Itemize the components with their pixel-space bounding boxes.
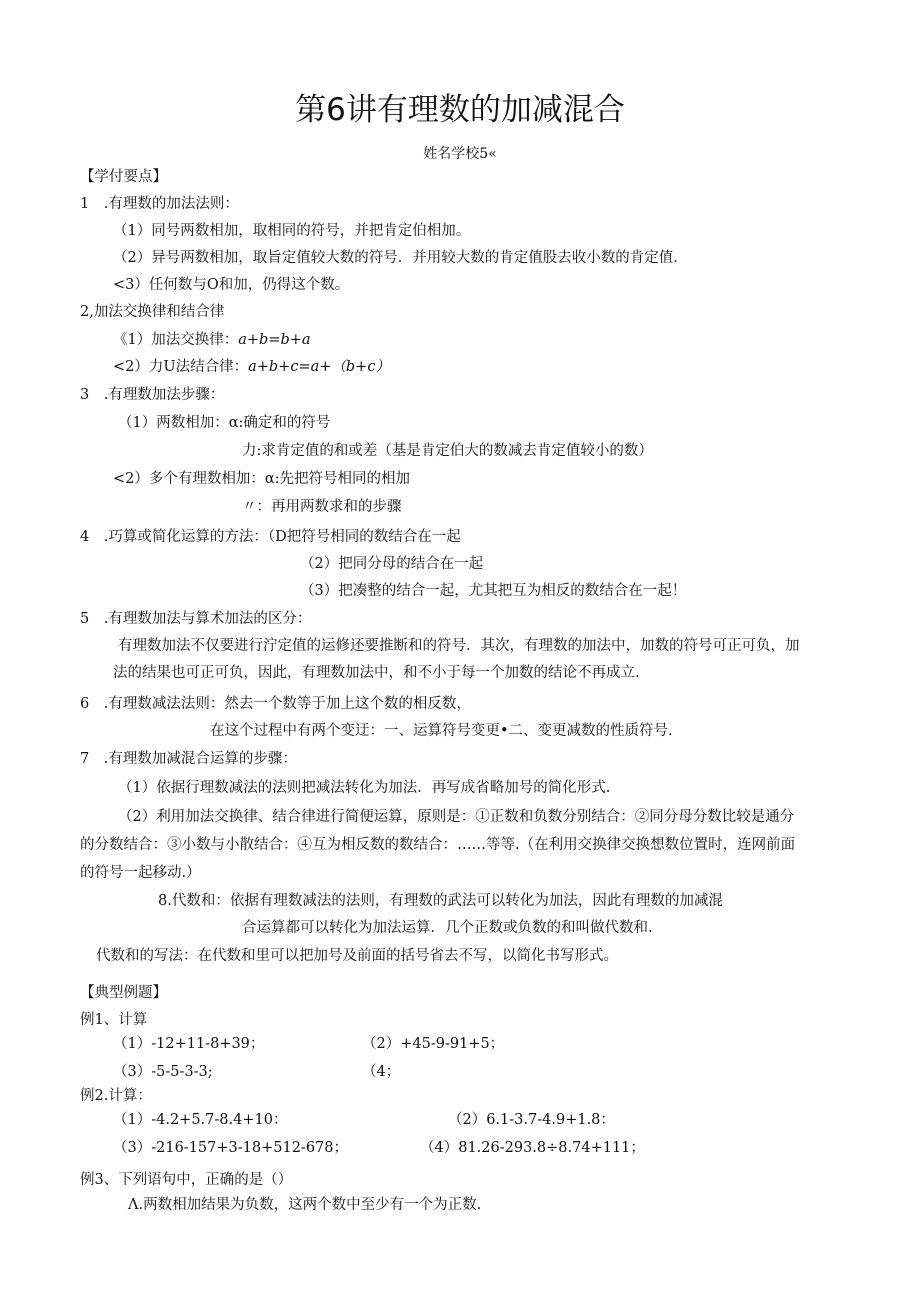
example-1-title: 例1、计算 bbox=[80, 1012, 148, 1028]
point-4-heading: 4 .巧算或简化运算的方法：（D把符号相同的数结合在一起 bbox=[80, 529, 461, 545]
point-3-step-1b: 力:求肯定值的和或差（基是肯定伯大的数减去肯定值较小的数） bbox=[242, 443, 653, 459]
commutative-label: 《1）加法交换律： bbox=[113, 332, 239, 348]
point-1-rule-3: <3）任何数与O和加，仍得这个数。 bbox=[113, 277, 350, 293]
point-4-method-2: （2）把同分母的结合在一起 bbox=[300, 556, 484, 572]
point-8-line-2: 合运算都可以转化为加法运算．几个正数或负数的和叫做代数和. bbox=[242, 920, 653, 936]
student-info: 姓名学校5« bbox=[423, 146, 497, 162]
point-4-method-3: （3）把凑整的结合一起，尤其把互为相反的数结合在一起！ bbox=[300, 583, 687, 599]
example-2-item-2: （2）6.1-3.7-4.9+1.8： bbox=[448, 1112, 615, 1128]
example-3-title: 例3、下列语句中，正确的是（） bbox=[80, 1172, 293, 1188]
commutative-formula: a+b=b+a bbox=[238, 332, 311, 348]
section-header-examples: 【典型例题】 bbox=[80, 985, 167, 1001]
point-8-line-3: 代数和的写法：在代数和里可以把加号及前面的括号省去不写，以简化书写形式。 bbox=[96, 948, 618, 964]
example-1-item-2: （2）+45-9-91+5； bbox=[362, 1036, 505, 1052]
point-5-paragraph-line-2: 法的结果也可正可负，因此，有理数加法中，和不小于每一个加数的结论不再成立. bbox=[113, 665, 640, 681]
example-1-item-3: （3）-5-5-3-3; bbox=[113, 1064, 213, 1080]
point-3-step-2: <2）多个有理数相加：α:先把符号相同的相加 bbox=[113, 471, 411, 487]
associative-label: <2）力U法结合律： bbox=[113, 359, 249, 375]
page-title: 第6讲有理数的加减混合 bbox=[295, 92, 625, 128]
point-1-heading: 1 .有理数的加法法则： bbox=[80, 196, 239, 212]
example-1-item-4: （4； bbox=[362, 1064, 401, 1080]
section-header-key-points: 【学付要点】 bbox=[80, 169, 167, 185]
point-5-heading: 5 .有理数加法与算术加法的区分： bbox=[80, 611, 312, 627]
point-1-rule-1: （1）同号两数相加，取相同的符号，并把肯定伯相加。 bbox=[113, 223, 471, 239]
point-6-heading: 6 .有理数减法法则：然去一个数等于加上这个数的相反数， bbox=[80, 696, 471, 712]
point-2-associative bbox=[113, 357, 390, 377]
point-3-heading: 3 .有理数加法步骤： bbox=[80, 387, 225, 403]
point-3-step-2b: 〃：再用两数求和的步骤 bbox=[242, 499, 402, 515]
point-2-commutative bbox=[113, 330, 311, 350]
example-2-item-1: （1）-4.2+5.7-8.4+10： bbox=[113, 1112, 288, 1128]
point-2-heading: 2,加法交换律和结合律 bbox=[80, 304, 225, 320]
associative-formula: a+b+c=a+（b+c） bbox=[248, 359, 390, 375]
example-1-item-1: （1）-12+11-8+39； bbox=[113, 1036, 265, 1052]
point-7-step-2-line-2: 的分数结合：③小数与小散结合：④互为相反数的数结合：……等等.（在利用交换律交换想数位置时，连网前面 bbox=[80, 837, 796, 853]
example-2-title: 例2.计算： bbox=[80, 1088, 152, 1104]
point-7-step-2-line-1: （2）利用加法交换律、结合律进行简便运算，原则是：①正数和负数分别结合：②同分母分数比较是通分 bbox=[118, 809, 795, 825]
point-6-detail: 在这个过程中有两个变迂：一、运算符号变更•二、变更减数的性质符号. bbox=[210, 723, 673, 739]
point-7-step-2-line-3: 的符号一起移动.） bbox=[80, 865, 201, 881]
point-8-line-1: 8.代数和：依据有理数减法的法则，有理数的武法可以转化为加法，因此有理数的加减混 bbox=[158, 893, 723, 909]
example-2-item-4: （4）81.26-293.8÷8.74+111； bbox=[420, 1140, 645, 1156]
point-7-heading: 7 .有理数加减混合运算的步骤： bbox=[80, 751, 297, 767]
point-1-rule-2: （2）异号两数相加，取旨定值较大数的符号．并用较大数的肯定值股去收小数的肯定值. bbox=[113, 250, 678, 266]
example-3-option-a: Λ.两数相加结果为负数，这两个数中至少有一个为正数. bbox=[128, 1197, 482, 1213]
point-7-step-1: （1）依据行理数减法的法则把减法转化为加法．再写成省略加号的简化形式. bbox=[118, 780, 611, 796]
example-2-item-3: （3）-216-157+3-18+512-678； bbox=[113, 1140, 349, 1156]
point-5-paragraph-line-1: 有理数加法不仅要进行泞定值的运修还要推断和的符号．其次，有理数的加法中，加数的符号可正可负，加 bbox=[118, 638, 800, 654]
point-3-step-1: （1）两数相加：α:确定和的符号 bbox=[118, 415, 331, 431]
